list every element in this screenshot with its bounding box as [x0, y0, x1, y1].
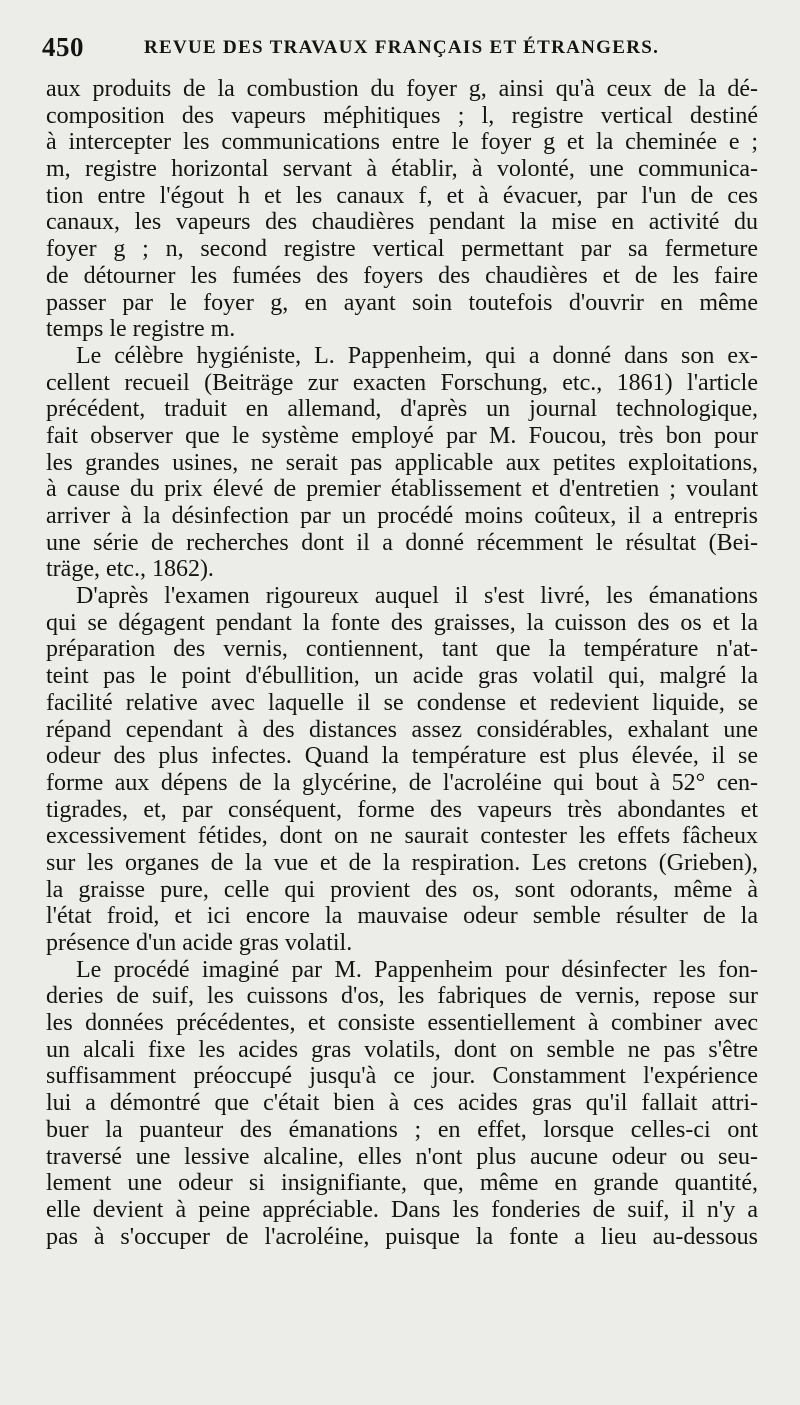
text-line: l'état froid, et ici encore la mauvaise odeur semble résulter de la	[46, 903, 758, 930]
text-line: à intercepter les communications entre le foyer g et la cheminée e ;	[46, 129, 758, 156]
text-line: träge, etc., 1862).	[46, 556, 214, 583]
text-line: une série de recherches dont il a donné récemment le résultat (Bei-	[46, 529, 758, 556]
page-number: 450	[42, 32, 84, 62]
text-line: elle devient à peine appréciable. Dans les fonderies de suif, il n'y a	[46, 1196, 758, 1223]
text-line: précédent, traduit en allemand, d'après un journal technologique,	[46, 396, 758, 423]
text-line: présence d'un acide gras volatil.	[46, 930, 353, 956]
text-line: pas à s'occuper de l'acroléine, puisque la fonte a lieu au-dessous	[46, 1223, 758, 1250]
text-line: buer la puanteur des émanations ; en effet, lorsque celles-ci ont	[46, 1116, 758, 1143]
text-line: excessivement fétides, dont on ne saurait contester les effets fâcheux	[46, 823, 758, 850]
text-line: sur les organes de la vue et de la respiration. Les cretons (Grieben),	[46, 849, 758, 876]
body-text	[46, 76, 758, 1250]
text-line: fait observer que le système employé par M. Foucou, très bon pour	[46, 422, 758, 449]
text-line: forme aux dépens de la glycérine, de l'acroléine qui bout à 52° cen-	[46, 769, 758, 796]
text-line: la graisse pure, celle qui provient des os, sont odorants, même à	[46, 876, 758, 903]
text-line: aux produits de la combustion du foyer g, ainsi qu'à ceux de la dé-	[46, 76, 758, 102]
running-head: REVUE DES TRAVAUX FRANÇAIS ET ÉTRANGERS.	[144, 37, 660, 58]
text-line: les données précédentes, et consiste essentiellement à combiner avec	[46, 1010, 758, 1037]
text-line: qui se dégagent pendant la fonte des graisses, la cuisson des os et la	[46, 609, 758, 636]
text-line: suffisamment préoccupé jusqu'à ce jour. Constamment l'expérience	[46, 1063, 758, 1090]
text-line: foyer g ; n, second registre vertical permettant par sa fermeture	[46, 236, 758, 263]
text-line: arriver à la désinfection par un procédé moins coûteux, il a entrepris	[46, 503, 758, 529]
text-line: lement une odeur si insignifiante, que, même en grande quantité,	[46, 1170, 758, 1197]
text-line: tigrades, et, par conséquent, forme des vapeurs très abondantes et	[46, 796, 758, 823]
text-line: de détourner les fumées des foyers des chaudières et de les faire	[46, 262, 758, 289]
text-line: les grandes usines, ne serait pas applicable aux petites exploitations,	[46, 449, 758, 476]
text-line: composition des vapeurs méphitiques ; l, registre vertical destiné	[46, 102, 758, 129]
text-line: préparation des vernis, contiennent, tant que la température n'at-	[46, 636, 758, 663]
text-line: teint pas le point d'ébullition, un acide gras volatil qui, malgré la	[46, 663, 758, 690]
text-line: temps le registre m.	[46, 316, 236, 343]
text-line: canaux, les vapeurs des chaudières pendant la mise en activité du	[46, 209, 758, 236]
text-line: un alcali fixe les acides gras volatils, dont on semble ne pas s'être	[46, 1036, 758, 1063]
text-line: tion entre l'égout h et les canaux f, et à évacuer, par l'un de ces	[46, 182, 758, 209]
paragraph-start-line: Le procédé imaginé par M. Pappenheim pour désinfecter les fon-	[76, 956, 758, 983]
text-line: odeur des plus infectes. Quand la température est plus élevée, il se	[46, 743, 758, 770]
text-line: traversé une lessive alcaline, elles n'ont plus aucune odeur ou seu-	[46, 1143, 758, 1170]
page-header	[42, 32, 758, 72]
text-line: m, registre horizontal servant à établir, à volonté, une communica-	[46, 156, 758, 183]
paragraph-start-line: Le célèbre hygiéniste, L. Pappenheim, qui a donné dans son ex-	[76, 342, 758, 369]
text-line: répand cependant à des distances assez considérables, exhalant une	[46, 716, 758, 743]
text-line: lui a démontré que c'était bien à ces acides gras qu'il fallait attri-	[46, 1090, 758, 1117]
text-line: passer par le foyer g, en ayant soin toutefois d'ouvrir en même	[46, 289, 758, 316]
text-line: à cause du prix élevé de premier établissement et d'entretien ; voulant	[46, 476, 758, 503]
text-line: cellent recueil (Beiträge zur exacten Forschung, etc., 1861) l'article	[46, 369, 758, 396]
text-line: facilité relative avec laquelle il se condense et redevient liquide, se	[46, 689, 758, 716]
paragraph-start-line: D'après l'examen rigoureux auquel il s'est livré, les émanations	[76, 583, 758, 610]
text-line: deries de suif, les cuissons d'os, les fabriques de vernis, repose sur	[46, 983, 758, 1010]
